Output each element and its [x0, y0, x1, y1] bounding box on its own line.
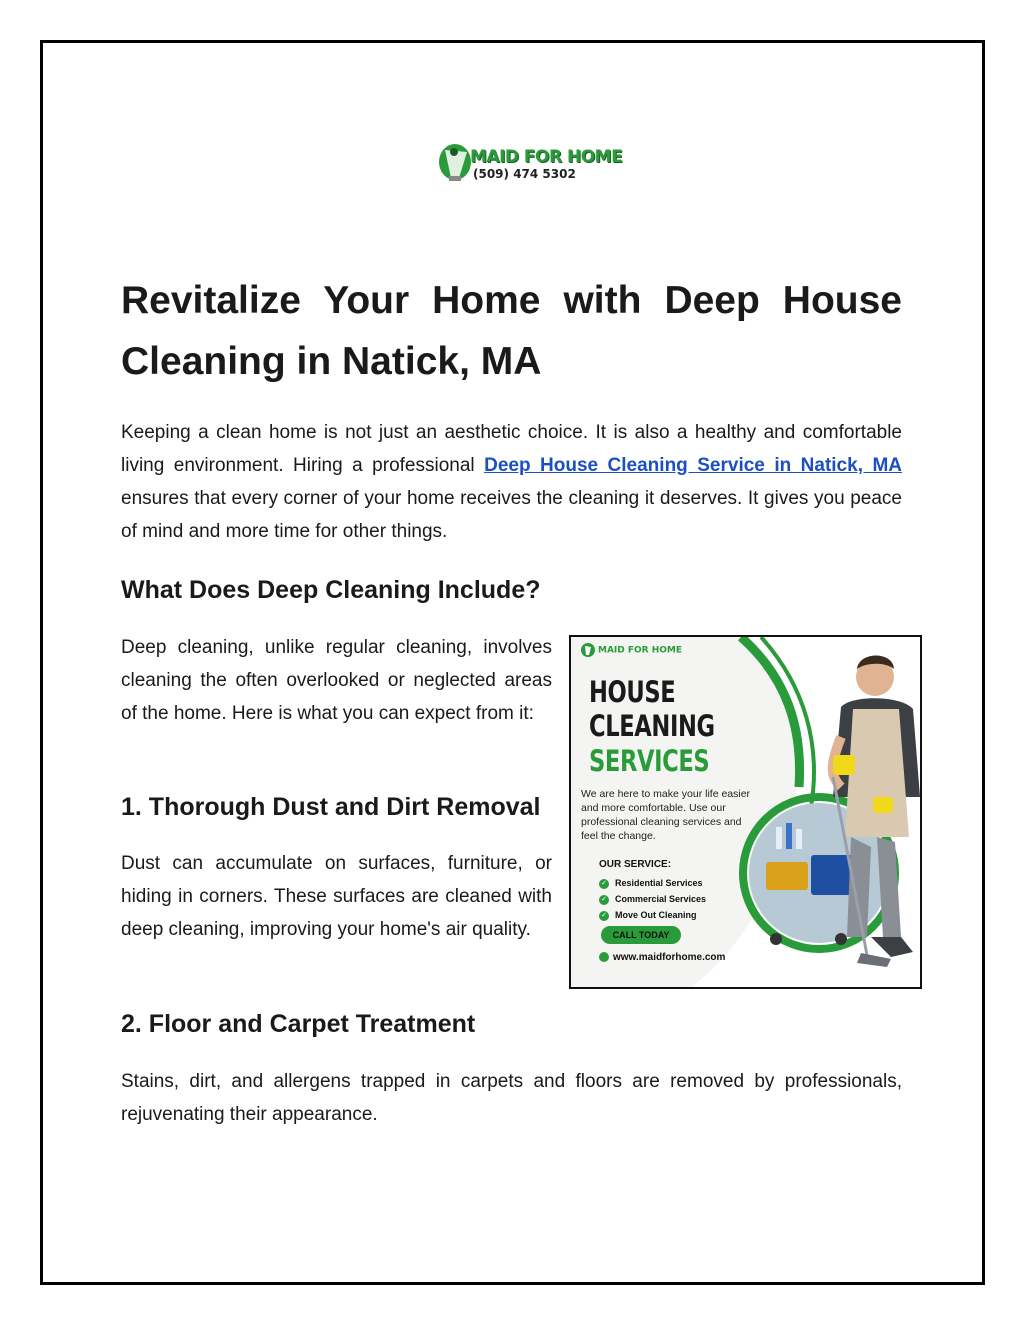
title-line-2: Cleaning in Natick, MA — [121, 340, 542, 383]
check-icon: ✓ — [599, 895, 609, 905]
promo-service-item — [599, 907, 706, 923]
section-heading-what: What Does Deep Cleaning Include? — [121, 576, 541, 604]
section-floor-text: Stains, dirt, and allergens trapped in carpets and floors are removed by professionals, rejuvenating their appearance. — [121, 1071, 902, 1125]
section-heading-floor: 2. Floor and Carpet Treatment — [121, 1010, 476, 1038]
promo-logo — [581, 643, 682, 657]
promo-service-item — [599, 891, 706, 907]
promo-description: We are here to make your life easier and more comfortable. Use our professional cleaning services and feel the change. — [581, 788, 751, 842]
promo-services-heading: OUR SERVICE: — [599, 859, 672, 870]
globe-icon — [599, 952, 609, 962]
logo-name: MAID FOR HOME — [470, 147, 623, 167]
check-icon: ✓ — [599, 911, 609, 921]
section-heading-dust: 1. Thorough Dust and Dirt Removal — [121, 793, 541, 821]
promo-service-label: Residential Services — [615, 878, 703, 888]
promo-image — [569, 635, 922, 989]
check-icon: ✓ — [599, 879, 609, 889]
maid-logo-icon — [581, 643, 595, 657]
promo-headline-house: HOUSE — [589, 675, 676, 709]
promo-headline-cleaning: CLEANING — [589, 709, 715, 743]
intro-paragraph — [121, 416, 902, 548]
maid-logo-icon — [437, 142, 473, 184]
page-title — [121, 270, 902, 392]
intro-text-end: ensures that every corner of your home receives the cleaning it deserves. It gives you peace of mind and more time for other things. — [121, 488, 902, 542]
brand-logo[interactable] — [437, 142, 623, 184]
promo-website — [599, 952, 725, 963]
call-today-badge: CALL TODAY — [601, 926, 681, 944]
promo-headline-services: SERVICES — [589, 744, 710, 778]
intro-text-start: Keeping a clean home is not just an aesthetic choice. It is also a healthy and comfortable living environment. Hiring a professional — [121, 422, 902, 476]
promo-service-label: Move Out Cleaning — [615, 910, 697, 920]
deep-cleaning-service-link[interactable]: Deep House Cleaning Service in Natick, MA — [484, 455, 902, 476]
section-dust-text: Dust can accumulate on surfaces, furniture, or hiding in corners. These surfaces are cleaned with deep cleaning, improving your home's air quality. — [121, 853, 552, 940]
promo-website-text: www.maidforhome.com — [613, 952, 726, 963]
promo-service-label: Commercial Services — [615, 894, 707, 904]
title-line-1: Revitalize Your Home with Deep House — [121, 279, 902, 322]
section-what-text: Deep cleaning, unlike regular cleaning, involves cleaning the often overlooked or neglected areas of the home. Here is what you can expect from it: — [121, 637, 552, 724]
promo-service-item — [599, 875, 706, 891]
promo-logo-text: MAID FOR HOME — [598, 645, 683, 656]
promo-services-list — [599, 875, 706, 923]
logo-phone: (509) 474 5302 — [473, 167, 576, 181]
